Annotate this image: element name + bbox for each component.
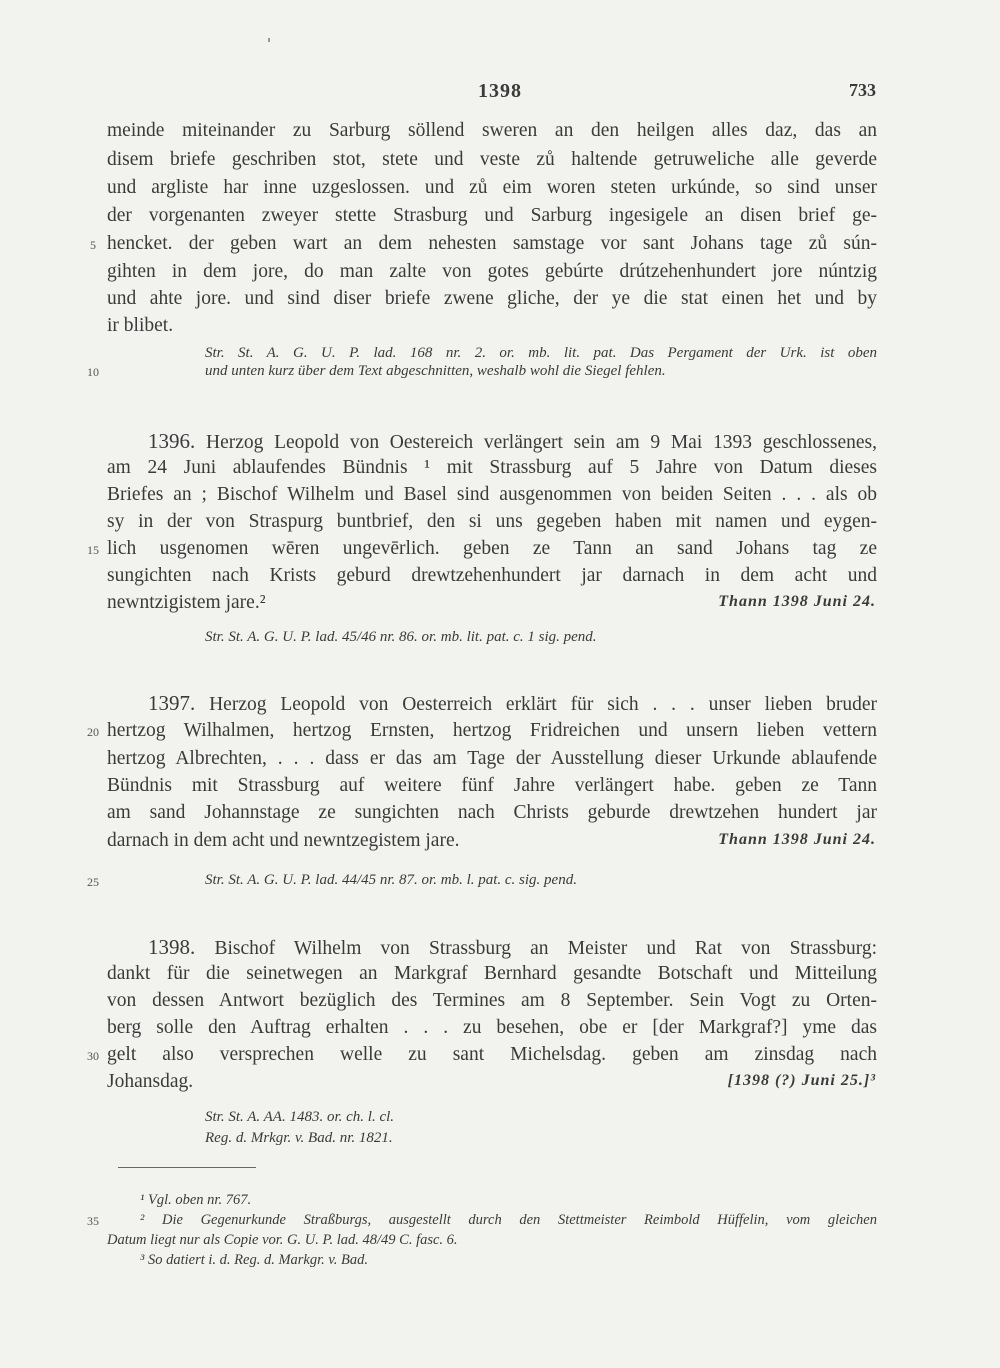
line-number: 25	[87, 875, 99, 889]
text-line: disem briefe geschriben stot, stete und veste zů haltende getruweliche alle geverde	[107, 149, 877, 170]
text-line: der vorgenanten zweyer stette Strasburg und Sarburg ingesigele an disen brief ge-	[107, 205, 877, 226]
text-line: Johansdag.	[107, 1071, 194, 1092]
text-line: berg solle den Auftrag erhalten . . . zu besehen, obe er [der Markgraf?] yme das	[107, 1017, 877, 1038]
line-number: 20	[87, 725, 99, 739]
line-number: 15	[87, 543, 99, 557]
text-line: von dessen Antwort bezüglich des Termines am 8 September. Sein Vogt zu Orten-	[107, 990, 877, 1011]
source-citation: Str. St. A. AA. 1483. or. ch. l. cl.	[205, 1109, 395, 1125]
text-line: lich usgenomen wēren ungevērlich. geben ze Tann an sand Johans tag ze	[107, 538, 877, 559]
text-line: und ahte jore. und sind diser briefe zwene gliche, der ye die stat einen het und by	[107, 288, 877, 309]
footnote: ³ So datiert i. d. Reg. d. Markgr. v. Bad.	[140, 1252, 368, 1268]
line-number: 10	[87, 365, 99, 379]
text-line: hencket. der geben wart an dem nehesten samstage vor sant Johans tage zů sún-	[107, 233, 877, 254]
footnote-rule	[118, 1167, 256, 1168]
entry-date: Thann 1398 Juni 24.	[718, 831, 876, 848]
text-line: am sand Johannstage ze sungichten nach Christs geburde drewtzehen hundert jar	[107, 802, 877, 823]
entry-1396-first-line: 1396. Herzog Leopold von Oestereich verlängert sein am 9 Mai 1393 geschlossenes,	[148, 429, 877, 453]
footnote: ¹ Vgl. oben nr. 767.	[140, 1192, 252, 1208]
text-line: ir blibet.	[107, 315, 174, 336]
text-line: newntzigistem jare.²	[107, 592, 266, 613]
footnote: ² Die Gegenurkunde Straßburgs, ausgestellt durch den Stettmeister Reimbold Hüffelin, vom gleichen	[140, 1212, 877, 1228]
page-header-year: 1398	[478, 80, 522, 102]
text-line: sungichten nach Krists geburd drewtzehenhundert jar darnach in dem acht und	[107, 565, 877, 586]
text-line: sy in der von Straspurg buntbrief, den si uns gegeben haben mit namen und eygen-	[107, 511, 877, 532]
text-line: hertzog Albrechten, . . . dass er das am Tage der Ausstellung dieser Urkunde ablaufende	[107, 748, 877, 769]
page-number: 733	[849, 80, 876, 100]
entry-number: 1397.	[148, 691, 196, 715]
source-citation: und unten kurz über dem Text abgeschnitten, weshalb wohl die Siegel fehlen.	[205, 363, 666, 379]
entry-number: 1398.	[148, 935, 196, 959]
entry-date: Thann 1398 Juni 24.	[718, 593, 876, 610]
text-line: und argliste har inne uzgeslossen. und zů eim woren steten urkúnde, so sind unser	[107, 177, 877, 198]
footnote: Datum liegt nur als Copie vor. G. U. P. lad. 48/49 C. fasc. 6.	[107, 1232, 458, 1248]
text-line: darnach in dem acht und newntzegistem jare.	[107, 830, 460, 851]
source-citation: Str. St. A. G. U. P. lad. 44/45 nr. 87. or. mb. l. pat. c. sig. pend.	[205, 872, 577, 888]
source-citation: Reg. d. Mrkgr. v. Bad. nr. 1821.	[205, 1130, 393, 1146]
text-line: dankt für die seinetwegen an Markgraf Bernhard gesandte Botschaft und Mitteilung	[107, 963, 877, 984]
text-line: hertzog Wilhalmen, hertzog Ernsten, hertzog Fridreichen und unsern lieben vettern	[107, 720, 877, 741]
entry-1398-first-line: 1398. Bischof Wilhelm von Strassburg an Meister und Rat von Strassburg:	[148, 935, 877, 959]
entry-number: 1396.	[148, 429, 196, 453]
text-line: Briefes an ; Bischof Wilhelm und Basel sind ausgenommen von beiden Seiten . . . als ob	[107, 484, 877, 505]
text-line: am 24 Juni ablaufendes Bündnis ¹ mit Strassburg auf 5 Jahre von Datum dieses	[107, 457, 877, 478]
text-line: meinde miteinander zu Sarburg söllend sweren an den heilgen alles daz, das an	[107, 120, 877, 141]
line-number: 30	[87, 1049, 99, 1063]
source-citation: Str. St. A. G. U. P. lad. 168 nr. 2. or. mb. lit. pat. Das Pergament der Urk. ist oben	[205, 345, 877, 361]
source-citation: Str. St. A. G. U. P. lad. 45/46 nr. 86. or. mb. lit. pat. c. 1 sig. pend.	[205, 629, 597, 645]
scan-mark	[268, 38, 270, 42]
text-line: gihten in dem jore, do man zalte von gotes gebúrte drútzehenhundert jore núntzig	[107, 261, 877, 282]
entry-1397-first-line: 1397. Herzog Leopold von Oesterreich erklärt für sich . . . unser lieben bruder	[148, 691, 877, 715]
line-number: 5	[90, 238, 96, 252]
line-number: 35	[87, 1214, 99, 1228]
text-line: gelt also versprechen welle zu sant Michelsdag. geben am zinsdag nach	[107, 1044, 877, 1065]
text-line: Bündnis mit Strassburg auf weitere fünf Jahre verlängert habe. geben ze Tann	[107, 775, 877, 796]
entry-date: [1398 (?) Juni 25.]³	[727, 1072, 876, 1089]
